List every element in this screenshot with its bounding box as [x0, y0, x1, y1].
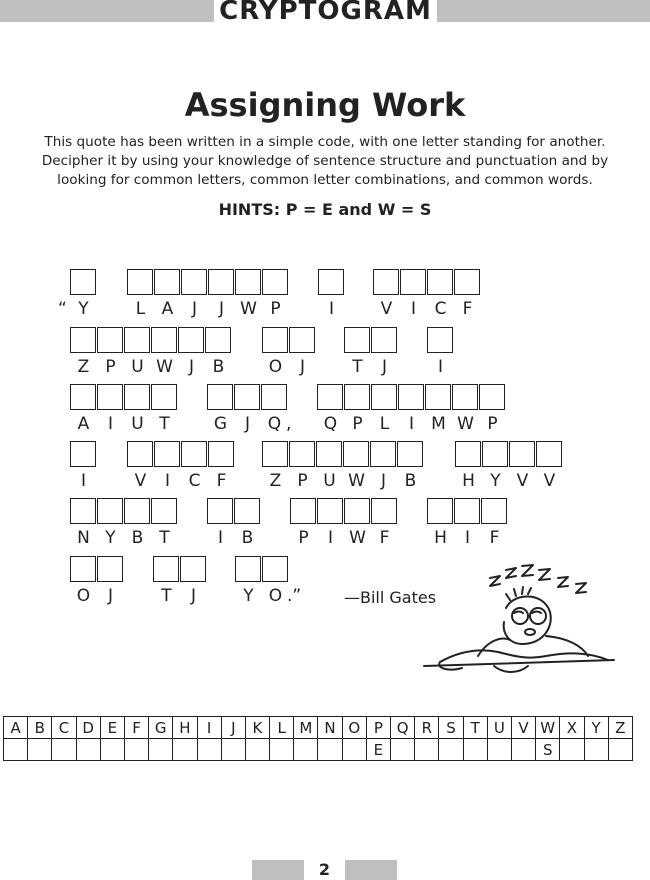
cipher-letter: U [323, 471, 336, 491]
cipher-letter: I [437, 357, 443, 377]
cipher-letter: V [543, 471, 556, 491]
key-letter: X [560, 717, 584, 739]
cipher-letter: I [410, 299, 416, 319]
answer-box[interactable] [290, 498, 316, 524]
key-answer-cell[interactable] [245, 739, 269, 761]
cipher-letter: Q [323, 414, 338, 434]
cipher-letter: I [217, 528, 223, 548]
cipher-letter: P [487, 414, 498, 434]
answer-box[interactable] [398, 384, 424, 410]
answer-box[interactable] [261, 384, 287, 410]
cipher-letter: Y [105, 528, 116, 548]
cipher-letter: J [381, 357, 387, 377]
cipher-letter: J [107, 586, 113, 606]
cipher-letter: H [462, 471, 475, 491]
cipher-letter: Z [77, 357, 90, 377]
key-letter: T [463, 717, 487, 739]
cipher-letter: L [379, 414, 390, 434]
cipher-letter: P [298, 528, 309, 548]
answer-box[interactable] [370, 441, 396, 467]
snore-z-icon [490, 576, 500, 586]
key-letter: O [342, 717, 366, 739]
answer-box[interactable] [344, 384, 370, 410]
cipher-letter: B [404, 471, 417, 491]
answer-box[interactable] [397, 441, 423, 467]
cipher-letter: W [348, 471, 365, 491]
answer-box[interactable] [262, 556, 288, 582]
key-letter: H [173, 717, 197, 739]
cipher-letter: V [380, 299, 393, 319]
key-answer-cell[interactable] [221, 739, 245, 761]
answer-box[interactable] [454, 498, 480, 524]
answer-box[interactable] [97, 327, 123, 353]
key-answer-cell[interactable] [391, 739, 415, 761]
punctuation: , [286, 414, 292, 434]
answer-box[interactable] [97, 384, 123, 410]
cipher-letter: V [516, 471, 529, 491]
key-answer-cell[interactable] [584, 739, 608, 761]
answer-box[interactable] [317, 498, 343, 524]
cipher-letter: B [131, 528, 144, 548]
answer-box[interactable] [371, 327, 397, 353]
cipher-letter: Y [490, 471, 501, 491]
key-answer-cell[interactable] [608, 739, 632, 761]
cipher-letter: H [434, 528, 447, 548]
answer-box[interactable] [262, 269, 288, 295]
answer-box[interactable] [371, 498, 397, 524]
key-letter: B [28, 717, 52, 739]
key-letter: E [100, 717, 124, 739]
key-answer-cell[interactable] [76, 739, 100, 761]
answer-box[interactable] [124, 498, 150, 524]
answer-box[interactable] [70, 269, 96, 295]
cipher-letter: C [188, 471, 201, 491]
key-answer-cell[interactable]: E [366, 739, 390, 761]
answer-box[interactable] [509, 441, 535, 467]
answer-row [4, 739, 633, 761]
cipher-letter: J [188, 357, 194, 377]
key-letter: J [221, 717, 245, 739]
cipher-letter: W [349, 528, 366, 548]
cipher-letter: P [105, 357, 116, 377]
cipher-letter: G [213, 414, 228, 434]
key-letter: V [511, 717, 535, 739]
key-letter: W [536, 717, 560, 739]
answer-box[interactable] [70, 556, 96, 582]
header-bar-right [437, 0, 650, 22]
key-answer-cell[interactable] [124, 739, 148, 761]
answer-box[interactable] [124, 384, 150, 410]
cipher-letter: O [76, 586, 91, 606]
cipher-letter: L [135, 299, 146, 319]
cipher-letter: A [77, 414, 90, 434]
key-answer-cell[interactable] [560, 739, 584, 761]
cipher-letter: I [80, 471, 86, 491]
key-letter: F [124, 717, 148, 739]
cipher-letter: J [191, 299, 197, 319]
open-quote: “ [58, 299, 67, 319]
cipher-letter: Y [78, 299, 89, 319]
snore-z-icon [506, 568, 516, 578]
key-letter: R [415, 717, 439, 739]
answer-box[interactable] [208, 441, 234, 467]
cipher-letter: P [297, 471, 308, 491]
cipher-letter: F [462, 299, 473, 319]
answer-box[interactable] [127, 269, 153, 295]
key-letter: G [149, 717, 173, 739]
page-number: 2 [318, 860, 331, 879]
header-title: CRYPTOGRAM [219, 0, 432, 26]
decoding-key-table [3, 716, 633, 761]
key-answer-cell[interactable] [342, 739, 366, 761]
key-letter: D [76, 717, 100, 739]
cipher-letter: M [431, 414, 446, 434]
answer-box[interactable] [207, 384, 233, 410]
cipher-letter: J [244, 414, 250, 434]
key-letter: S [439, 717, 463, 739]
key-answer-cell[interactable] [463, 739, 487, 761]
key-letter: K [245, 717, 269, 739]
key-answer-cell[interactable] [100, 739, 124, 761]
answer-box[interactable] [481, 498, 507, 524]
cipher-letter: W [240, 299, 257, 319]
footer-bar-right [345, 860, 397, 880]
cipher-letter: F [379, 528, 390, 548]
answer-box[interactable] [452, 384, 478, 410]
answer-box[interactable] [127, 441, 153, 467]
answer-box[interactable] [235, 556, 261, 582]
puzzle-title: Assigning Work [184, 86, 466, 124]
answer-box[interactable] [371, 384, 397, 410]
key-letter: N [318, 717, 342, 739]
answer-box[interactable] [344, 327, 370, 353]
cipher-letter: J [218, 299, 224, 319]
cipher-letter: J [380, 471, 386, 491]
answer-box[interactable] [208, 269, 234, 295]
key-answer-cell[interactable] [511, 739, 535, 761]
answer-box[interactable] [536, 441, 562, 467]
answer-box[interactable] [373, 269, 399, 295]
alphabet-row [4, 717, 633, 739]
answer-box[interactable] [344, 498, 370, 524]
cipher-letter: A [161, 299, 174, 319]
answer-box[interactable] [234, 384, 260, 410]
cipher-letter: Z [269, 471, 282, 491]
answer-box[interactable] [151, 384, 177, 410]
key-answer-cell[interactable] [318, 739, 342, 761]
cipher-letter: J [299, 357, 305, 377]
cipher-letter: Q [267, 414, 282, 434]
cipher-letter: J [190, 586, 196, 606]
key-answer-cell[interactable] [173, 739, 197, 761]
cipher-letter: T [352, 357, 363, 377]
cipher-letter: U [131, 357, 144, 377]
answer-box[interactable] [124, 327, 150, 353]
cipher-letter: W [457, 414, 474, 434]
answer-box[interactable] [427, 498, 453, 524]
answer-box[interactable] [181, 269, 207, 295]
cipher-letter: I [327, 528, 333, 548]
key-letter: Y [584, 717, 608, 739]
answer-box[interactable] [178, 327, 204, 353]
cipher-letter: Y [243, 586, 254, 606]
key-answer-cell[interactable] [52, 739, 76, 761]
key-answer-cell[interactable] [294, 739, 318, 761]
answer-box[interactable] [181, 441, 207, 467]
answer-box[interactable] [207, 498, 233, 524]
answer-box[interactable] [180, 556, 206, 582]
cipher-letter: C [434, 299, 447, 319]
answer-box[interactable] [97, 498, 123, 524]
answer-box[interactable] [153, 556, 179, 582]
answer-box[interactable] [234, 498, 260, 524]
answer-box[interactable] [425, 384, 451, 410]
cipher-letter: I [107, 414, 113, 434]
answer-box[interactable] [479, 384, 505, 410]
snore-z-icon [539, 569, 550, 580]
cipher-letter: I [464, 528, 470, 548]
key-letter: A [4, 717, 28, 739]
answer-box[interactable] [455, 441, 481, 467]
cipher-letter: P [270, 299, 281, 319]
answer-box[interactable] [482, 441, 508, 467]
snore-z-icon [522, 565, 533, 576]
key-answer-cell[interactable] [439, 739, 463, 761]
answer-box[interactable] [400, 269, 426, 295]
key-letter: Q [391, 717, 415, 739]
answer-box[interactable] [289, 441, 315, 467]
key-letter: Z [608, 717, 632, 739]
key-answer-cell[interactable] [28, 739, 52, 761]
answer-box[interactable] [70, 384, 96, 410]
answer-box[interactable] [70, 441, 96, 467]
cipher-letter: F [489, 528, 500, 548]
answer-box[interactable] [454, 269, 480, 295]
header-bar-left [0, 0, 214, 22]
snore-z-icon [576, 583, 586, 593]
cipher-letter: B [212, 357, 225, 377]
cipher-letter: O [268, 357, 283, 377]
answer-box[interactable] [205, 327, 231, 353]
key-letter: L [270, 717, 294, 739]
key-answer-cell[interactable] [197, 739, 221, 761]
answer-box[interactable] [318, 269, 344, 295]
cipher-letter: V [134, 471, 147, 491]
key-letter: M [294, 717, 318, 739]
key-answer-cell[interactable] [415, 739, 439, 761]
key-letter: C [52, 717, 76, 739]
answer-box[interactable] [70, 327, 96, 353]
cipher-letter: I [328, 299, 334, 319]
answer-box[interactable] [154, 441, 180, 467]
key-answer-cell[interactable] [487, 739, 511, 761]
answer-box[interactable] [151, 327, 177, 353]
cipher-letter: W [156, 357, 173, 377]
punctuation: .” [287, 586, 302, 606]
puzzle-instructions: This quote has been written in a simple code, with one letter standing for another. Decipher it by using your knowledge of sentence structure and punctuation and by looking for common letters, common letter combinations, and common words. [41, 134, 609, 188]
footer-bar-left [252, 860, 304, 880]
cipher-letter: I [164, 471, 170, 491]
answer-box[interactable] [289, 327, 315, 353]
key-answer-cell[interactable] [149, 739, 173, 761]
cipher-letter: T [159, 414, 170, 434]
cipher-letter: F [216, 471, 227, 491]
key-answer-cell[interactable]: S [536, 739, 560, 761]
quote-author: —Bill Gates [344, 588, 437, 607]
answer-box[interactable] [151, 498, 177, 524]
key-answer-cell[interactable] [270, 739, 294, 761]
answer-box[interactable] [316, 441, 342, 467]
cipher-letter: T [161, 586, 172, 606]
cipher-letter: B [241, 528, 254, 548]
cipher-letter: N [77, 528, 90, 548]
cipher-letter: P [352, 414, 363, 434]
answer-box[interactable] [343, 441, 369, 467]
answer-box[interactable] [70, 498, 96, 524]
cipher-letter: I [408, 414, 414, 434]
puzzle-hints: HINTS: P = E and W = S [218, 200, 432, 219]
sleeping-person-illustration [418, 556, 618, 686]
cipher-letter: U [131, 414, 144, 434]
key-letter: I [197, 717, 221, 739]
answer-box[interactable] [97, 556, 123, 582]
cipher-letter: T [159, 528, 170, 548]
answer-box[interactable] [235, 269, 261, 295]
answer-box[interactable] [427, 269, 453, 295]
key-letter: P [366, 717, 390, 739]
answer-box[interactable] [262, 441, 288, 467]
cipher-letter: O [268, 586, 283, 606]
answer-box[interactable] [427, 327, 453, 353]
answer-box[interactable] [317, 384, 343, 410]
answer-box[interactable] [154, 269, 180, 295]
snore-z-icon [558, 577, 568, 587]
answer-box[interactable] [262, 327, 288, 353]
key-letter: U [487, 717, 511, 739]
key-answer-cell[interactable] [4, 739, 28, 761]
